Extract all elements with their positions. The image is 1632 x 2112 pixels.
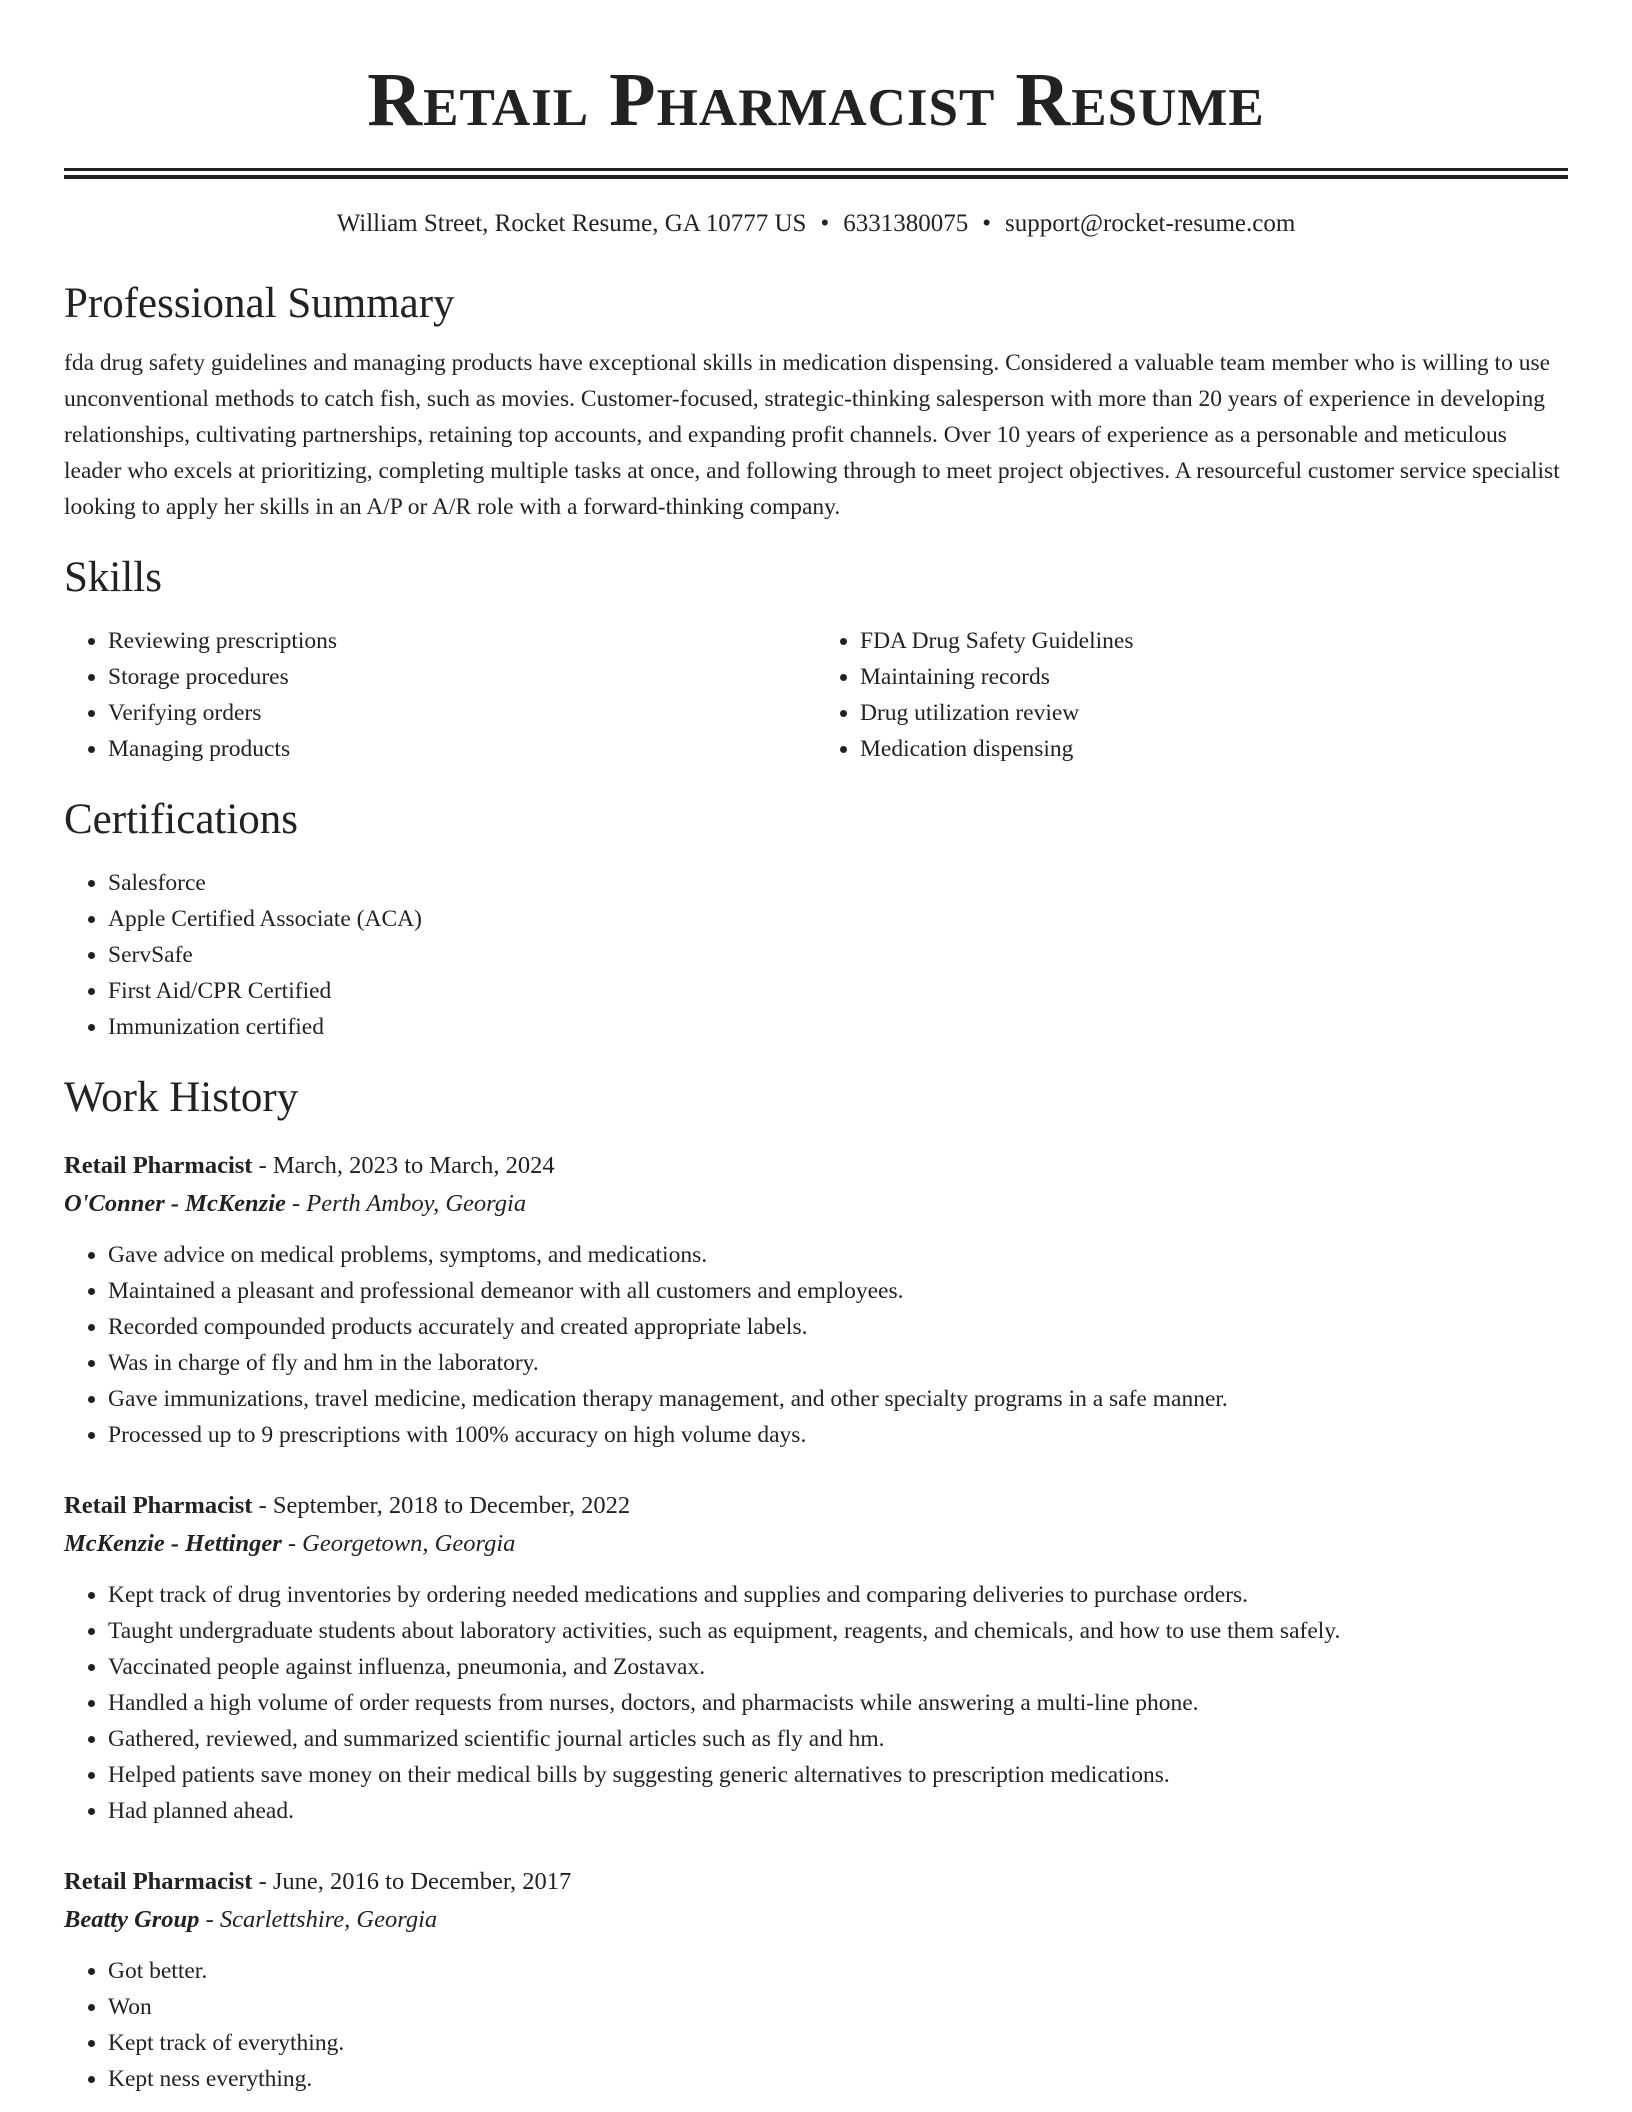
certifications-heading: Certifications	[64, 796, 299, 843]
title-divider	[64, 168, 1568, 179]
employer-name: Beatty Group	[64, 1906, 200, 1933]
job-bullet: • Maintained a pleasant and professional demeanor with all customers and employees.	[108, 1273, 1568, 1309]
employer-line	[64, 1525, 1568, 1563]
job-bullet: • Kept track of everything.	[108, 2025, 1568, 2061]
skills-list-left	[64, 623, 816, 767]
employer-location: - Scarlettshire, Georgia	[199, 1906, 438, 1933]
skill-item: • Maintaining records	[860, 659, 1568, 695]
job-entry	[64, 1487, 1568, 1829]
contact-separator: •	[820, 210, 830, 237]
job-bullet: • Handled a high volume of order requests from nurses, doctors, and pharmacists while answering a multi-line phone.	[108, 1685, 1568, 1721]
job-title: Retail Pharmacist	[64, 1868, 253, 1895]
skill-item: • Drug utilization review	[860, 695, 1568, 731]
employer-line	[64, 1901, 1568, 1939]
contact-email: support@rocket-resume.com	[1005, 210, 1296, 237]
job-dates: - September, 2018 to December, 2022	[252, 1492, 631, 1519]
job-bullet: • Vaccinated people against influenza, pneumonia, and Zostavax.	[108, 1649, 1568, 1685]
job-entry	[64, 1147, 1568, 1453]
skill-item: • Managing products	[108, 731, 816, 767]
certification-item: • Salesforce	[108, 865, 1568, 901]
skill-item: • Reviewing prescriptions	[108, 623, 816, 659]
job-bullet: • Helped patients save money on their medical bills by suggesting generic alternatives to prescription medications.	[108, 1757, 1568, 1793]
employer-name: McKenzie - Hettinger	[64, 1530, 282, 1557]
summary-heading: Professional Summary	[64, 280, 455, 327]
certification-item: • ServSafe	[108, 937, 1568, 973]
summary-text: fda drug safety guidelines and managing products have exceptional skills in medication dispensing. Considered a valuable team member who is willing to use unconventional methods to catch fish, such as movies. Customer-focused, strategic-thinking salesperson with more than 20 years of experience in developing relationships, cultivating partnerships, retaining top accounts, and expanding profit channels. Over 10 years of experience as a personable and meticulous leader who excels at prioritizing, completing multiple tasks at once, and following through to meet project objectives. A resourceful customer service specialist looking to apply her skills in an A/P or A/R role with a forward-thinking company.	[64, 350, 1560, 520]
skill-item: • Storage procedures	[108, 659, 816, 695]
work-history-heading: Work History	[64, 1074, 299, 1121]
skill-item: • Medication dispensing	[860, 731, 1568, 767]
job-title: Retail Pharmacist	[64, 1152, 253, 1179]
job-bullet: • Won	[108, 1989, 1568, 2025]
job-bullet: • Gathered, reviewed, and summarized scientific journal articles such as fly and hm.	[108, 1721, 1568, 1757]
employer-line	[64, 1185, 1568, 1223]
resume-title: Retail Pharmacist Resume	[367, 58, 1265, 142]
contact-address: William Street, Rocket Resume, GA 10777 US	[336, 210, 807, 237]
certification-item: • Apple Certified Associate (ACA)	[108, 901, 1568, 937]
job-bullet: • Recorded compounded products accurately and created appropriate labels.	[108, 1309, 1568, 1345]
job-title-line	[64, 1863, 1568, 1901]
job-bullets	[64, 1577, 1568, 1829]
job-dates: - June, 2016 to December, 2017	[252, 1868, 572, 1895]
skills-columns	[64, 623, 1568, 767]
job-entry	[64, 1863, 1568, 2097]
employer-location: - Georgetown, Georgia	[281, 1530, 516, 1557]
skills-list-right	[816, 623, 1568, 767]
job-title-line	[64, 1487, 1568, 1525]
contact-phone: 6331380075	[843, 210, 969, 237]
employer-name: O'Conner - McKenzie	[64, 1190, 286, 1217]
job-bullet: • Had planned ahead.	[108, 1793, 1568, 1829]
job-bullet: • Taught undergraduate students about laboratory activities, such as equipment, reagents, and chemicals, and how to use them safely.	[108, 1613, 1568, 1649]
skills-heading: Skills	[64, 554, 162, 601]
job-title-line	[64, 1147, 1568, 1185]
job-bullet: • Processed up to 9 prescriptions with 100% accuracy on high volume days.	[108, 1417, 1568, 1453]
job-bullet: • Kept track of drug inventories by ordering needed medications and supplies and comparing deliveries to purchase orders.	[108, 1577, 1568, 1613]
job-dates: - March, 2023 to March, 2024	[252, 1152, 555, 1179]
skill-item: • Verifying orders	[108, 695, 816, 731]
job-bullet: • Gave immunizations, travel medicine, medication therapy management, and other specialty programs in a safe manner.	[108, 1381, 1568, 1417]
certification-item: • First Aid/CPR Certified	[108, 973, 1568, 1009]
job-bullet: • Got better.	[108, 1953, 1568, 1989]
contact-line	[64, 209, 1568, 239]
contact-separator: •	[982, 210, 991, 237]
certifications-list	[64, 865, 1568, 1045]
certification-item: • Immunization certified	[108, 1009, 1568, 1045]
job-bullet: • Was in charge of fly and hm in the laboratory.	[108, 1345, 1568, 1381]
job-bullet: • Gave advice on medical problems, symptoms, and medications.	[108, 1237, 1568, 1273]
job-bullets	[64, 1237, 1568, 1453]
job-bullet: • Kept ness everything.	[108, 2061, 1568, 2097]
skill-item: • FDA Drug Safety Guidelines	[860, 623, 1568, 659]
job-title: Retail Pharmacist	[64, 1492, 253, 1519]
job-bullets	[64, 1953, 1568, 2097]
employer-location: - Perth Amboy, Georgia	[285, 1190, 527, 1217]
